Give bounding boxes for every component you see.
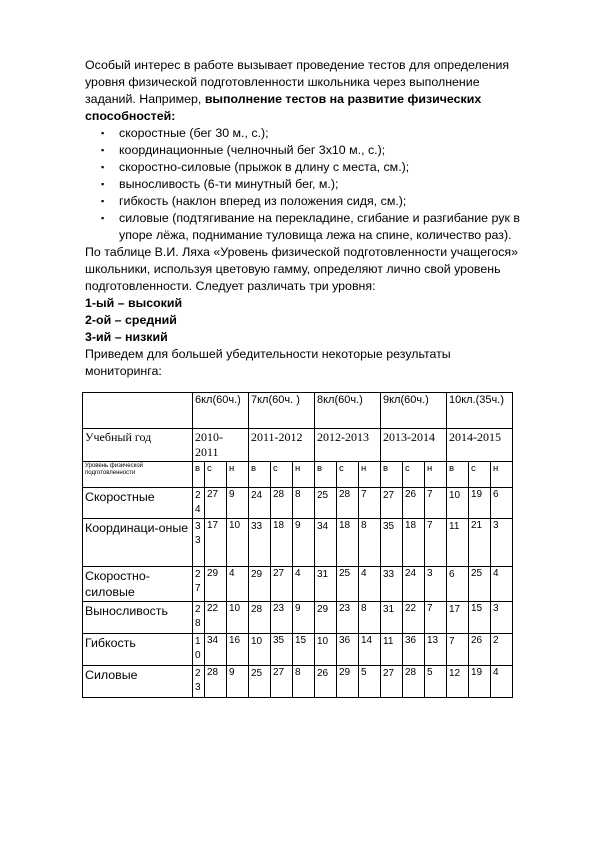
value-cell: 28: [271, 488, 293, 519]
value-cell: 26: [315, 666, 337, 698]
level-code: с: [469, 462, 491, 488]
value-cell: 25: [469, 567, 491, 602]
year-label: Учебный год: [83, 429, 193, 462]
value-cell: 16: [227, 634, 249, 666]
test-item: ▪ гибкость (наклон вперед из положения сидя, см.);: [85, 193, 525, 210]
test-item: ▪ скоростно-силовые (прыжок в длину с места, см.);: [85, 159, 525, 176]
value-cell: 27: [205, 488, 227, 519]
level-code: н: [491, 462, 513, 488]
value-cell: 28: [403, 666, 425, 698]
test-item: ▪ выносливость (6-ти минутный бег, м.);: [85, 176, 525, 193]
value-cell: 29: [249, 567, 271, 602]
value-cell: 9: [227, 488, 249, 519]
value-cell: 9: [293, 519, 315, 567]
monitoring-table: [82, 392, 513, 698]
value-cell: 4: [491, 567, 513, 602]
value-cell: 15: [469, 602, 491, 634]
table-row: [83, 634, 513, 666]
value-cell: 23: [193, 666, 205, 698]
value-cell: 7: [425, 488, 447, 519]
value-cell: 26: [403, 488, 425, 519]
value-cell: 23: [271, 602, 293, 634]
value-cell: 36: [403, 634, 425, 666]
level-code: н: [227, 462, 249, 488]
table-row: [83, 488, 513, 519]
value-cell: 35: [271, 634, 293, 666]
value-cell: 11: [447, 519, 469, 567]
row-label: Скоростные: [83, 488, 193, 519]
value-cell: 27: [193, 567, 205, 602]
level-code: с: [337, 462, 359, 488]
level-low: 3-ий – низкий: [85, 330, 168, 344]
value-cell: 3: [491, 602, 513, 634]
year-header: 2014-2015: [447, 429, 513, 462]
class-header: 10кл.(35ч.): [447, 393, 513, 429]
level-code: в: [249, 462, 271, 488]
value-cell: 10: [227, 602, 249, 634]
value-cell: 4: [293, 567, 315, 602]
value-cell: 24: [249, 488, 271, 519]
value-cell: 31: [315, 567, 337, 602]
value-cell: 7: [359, 488, 381, 519]
value-cell: 8: [293, 488, 315, 519]
level-high: 1-ый – высокий: [85, 296, 183, 310]
value-cell: 2: [491, 634, 513, 666]
value-cell: 11: [381, 634, 403, 666]
lyakh-paragraph: По таблице В.И. Ляха «Уровень физической подготовленности учащегося» школьники, используя цветовую гамму, определяют лично свой уровень подготовленности. Следует различать три уровня:: [85, 245, 519, 293]
level-code: в: [381, 462, 403, 488]
value-cell: 25: [249, 666, 271, 698]
value-cell: 21: [469, 519, 491, 567]
level-code: в: [447, 462, 469, 488]
value-cell: 17: [447, 602, 469, 634]
value-cell: 29: [337, 666, 359, 698]
value-cell: 23: [337, 602, 359, 634]
value-cell: 27: [271, 567, 293, 602]
value-cell: 12: [447, 666, 469, 698]
value-cell: 4: [227, 567, 249, 602]
value-cell: 35: [381, 519, 403, 567]
value-cell: 7: [447, 634, 469, 666]
test-item: ▪ силовые (подтягивание на перекладине, сгибание и разгибание рук в упоре лёжа, поднимание туловища лежа на спине, количество раз).: [85, 210, 525, 244]
value-cell: 18: [337, 519, 359, 567]
year-header: 2010-2011: [193, 429, 249, 462]
tests-list: [85, 125, 525, 244]
level-code: с: [205, 462, 227, 488]
level-code: с: [271, 462, 293, 488]
class-header: 9кл(60ч.): [381, 393, 447, 429]
value-cell: 24: [403, 567, 425, 602]
level-code: в: [315, 462, 337, 488]
value-cell: 3: [491, 519, 513, 567]
value-cell: 36: [337, 634, 359, 666]
value-cell: 33: [249, 519, 271, 567]
value-cell: 31: [381, 602, 403, 634]
value-cell: 22: [205, 602, 227, 634]
test-item: ▪ скоростные (бег 30 м., с.);: [85, 125, 525, 142]
monitoring-paragraph: Приведем для большей убедительности некоторые результаты мониторинга:: [85, 347, 451, 378]
value-cell: 18: [403, 519, 425, 567]
value-cell: 10: [193, 634, 205, 666]
value-cell: 10: [315, 634, 337, 666]
value-cell: 4: [491, 666, 513, 698]
class-header: 8кл(60ч.): [315, 393, 381, 429]
value-cell: 10: [447, 488, 469, 519]
table-row: [83, 567, 513, 602]
value-cell: 25: [315, 488, 337, 519]
class-header: 6кл(60ч.): [193, 393, 249, 429]
table-row: [83, 666, 513, 698]
value-cell: 27: [381, 666, 403, 698]
value-cell: 33: [381, 567, 403, 602]
value-cell: 8: [293, 666, 315, 698]
value-cell: 33: [193, 519, 205, 567]
value-cell: 27: [271, 666, 293, 698]
value-cell: 9: [227, 666, 249, 698]
value-cell: 28: [337, 488, 359, 519]
value-cell: 7: [425, 602, 447, 634]
value-cell: 7: [425, 519, 447, 567]
level-code: в: [193, 462, 205, 488]
value-cell: 13: [425, 634, 447, 666]
value-cell: 5: [359, 666, 381, 698]
intro-paragraph: [85, 57, 525, 125]
level-code: н: [293, 462, 315, 488]
intro-bold-text: выполнение тестов на развитие физических способностей:: [85, 92, 482, 123]
value-cell: 27: [381, 488, 403, 519]
value-cell: 26: [469, 634, 491, 666]
value-cell: 6: [447, 567, 469, 602]
value-cell: 3: [425, 567, 447, 602]
value-cell: 9: [293, 602, 315, 634]
value-cell: 24: [193, 488, 205, 519]
year-header: 2012-2013: [315, 429, 381, 462]
row-label: Скоростно-силовые: [83, 567, 193, 602]
level-code: н: [425, 462, 447, 488]
value-cell: 29: [315, 602, 337, 634]
table-row: [83, 519, 513, 567]
table-row: [83, 602, 513, 634]
value-cell: 18: [271, 519, 293, 567]
test-item: ▪ координационные (челночный бег 3х10 м., с.);: [85, 142, 525, 159]
value-cell: 6: [491, 488, 513, 519]
document-text: [85, 57, 525, 380]
value-cell: 19: [469, 666, 491, 698]
level-code: н: [359, 462, 381, 488]
row-label: Силовые: [83, 666, 193, 698]
value-cell: 8: [359, 519, 381, 567]
value-cell: 4: [359, 567, 381, 602]
value-cell: 29: [205, 567, 227, 602]
value-cell: 34: [315, 519, 337, 567]
level-medium: 2-ой – средний: [85, 313, 177, 327]
row-label: Выносливость: [83, 602, 193, 634]
corner-cell: [83, 393, 193, 429]
year-header: 2011-2012: [249, 429, 315, 462]
value-cell: 34: [205, 634, 227, 666]
value-cell: 28: [249, 602, 271, 634]
level-code: с: [403, 462, 425, 488]
value-cell: 10: [249, 634, 271, 666]
level-label: Уровень физической подготовленности: [83, 462, 193, 488]
value-cell: 28: [193, 602, 205, 634]
value-cell: 14: [359, 634, 381, 666]
value-cell: 19: [469, 488, 491, 519]
value-cell: 8: [359, 602, 381, 634]
value-cell: 5: [425, 666, 447, 698]
value-cell: 25: [337, 567, 359, 602]
year-header: 2013-2014: [381, 429, 447, 462]
value-cell: 22: [403, 602, 425, 634]
row-label: Координаци-оные: [83, 519, 193, 567]
row-label: Гибкость: [83, 634, 193, 666]
intro-text: Особый интерес в работе вызывает проведение тестов для определения уровня физической подготовленности школьника через выполнение заданий. Например,: [85, 58, 510, 106]
value-cell: 15: [293, 634, 315, 666]
value-cell: 10: [227, 519, 249, 567]
class-header: 7кл(60ч. ): [249, 393, 315, 429]
value-cell: 17: [205, 519, 227, 567]
value-cell: 28: [205, 666, 227, 698]
